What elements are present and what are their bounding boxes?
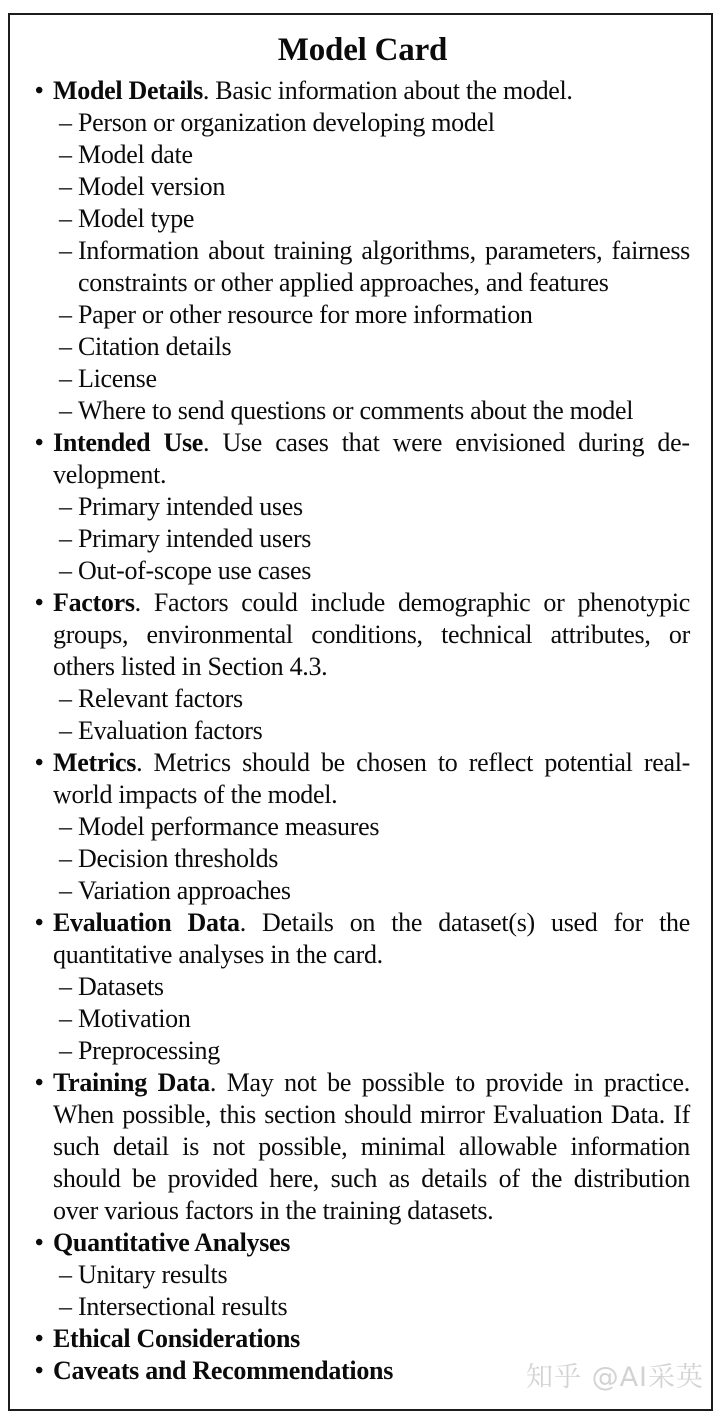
- section-heading: Caveats and Recommendations: [53, 1356, 394, 1385]
- section-heading: Ethical Considerations: [53, 1324, 300, 1353]
- subitem: [59, 715, 690, 747]
- section-description: . Basic information about the model.: [202, 76, 573, 105]
- dash-icon: –: [59, 1004, 72, 1033]
- section-subitems: [59, 683, 690, 747]
- dash-icon: –: [59, 876, 72, 905]
- bullet-icon: •: [35, 430, 44, 456]
- subitem: [59, 395, 690, 427]
- subitem-label: Model version: [78, 172, 226, 201]
- subitem-label: Person or organization developing model: [78, 108, 495, 137]
- dash-icon: –: [59, 236, 72, 265]
- subitem-label: Decision thresholds: [78, 844, 279, 873]
- section-text: [53, 1067, 690, 1227]
- subitem-label: Unitary results: [78, 1260, 228, 1289]
- subitem-label: Relevant factors: [78, 684, 243, 713]
- section-text: [53, 587, 690, 747]
- subitem-label: License: [78, 364, 157, 393]
- subitem: [59, 875, 690, 907]
- section-text: [53, 747, 690, 907]
- section-description: . Metrics should be chosen to reflect potential real-world impacts of the model.: [53, 748, 690, 809]
- subitem: [59, 299, 690, 331]
- subitem: [59, 843, 690, 875]
- dash-icon: –: [59, 812, 72, 841]
- subitem-label: Motivation: [78, 1004, 191, 1033]
- subitem: [59, 331, 690, 363]
- dash-icon: –: [59, 972, 72, 1001]
- subitem: [59, 683, 690, 715]
- section-item: [35, 1067, 690, 1227]
- subitem: [59, 971, 690, 1003]
- subitem: [59, 203, 690, 235]
- subitem-label: Information about training algorithms, parameters, fairness constraints or other applied approaches, and features: [78, 236, 690, 297]
- dash-icon: –: [59, 1036, 72, 1065]
- bullet-icon: •: [35, 590, 44, 616]
- bullet-icon: •: [35, 910, 44, 936]
- subitem: [59, 1035, 690, 1067]
- subitem: [59, 139, 690, 171]
- section-heading: Intended Use: [53, 428, 204, 457]
- section-item: [35, 427, 690, 587]
- section-item: [35, 587, 690, 747]
- bullet-icon: •: [35, 78, 44, 104]
- section-text: [53, 75, 690, 427]
- dash-icon: –: [59, 396, 72, 425]
- section-heading: Factors: [53, 588, 135, 617]
- dash-icon: –: [59, 300, 72, 329]
- section-text: [53, 1227, 690, 1323]
- subitem: [59, 1259, 690, 1291]
- section-subitems: [59, 1259, 690, 1323]
- bullet-icon: •: [35, 750, 44, 776]
- bullet-icon: •: [35, 1070, 44, 1096]
- section-text: [53, 1323, 690, 1355]
- bullet-icon: •: [35, 1326, 44, 1352]
- subitem-label: Intersectional results: [78, 1292, 288, 1321]
- subitem-label: Evaluation factors: [78, 716, 263, 745]
- dash-icon: –: [59, 172, 72, 201]
- subitem: [59, 1003, 690, 1035]
- subitem-label: Datasets: [78, 972, 164, 1001]
- subitem: [59, 1291, 690, 1323]
- dash-icon: –: [59, 204, 72, 233]
- model-card: [8, 13, 713, 1411]
- section-subitems: [59, 107, 690, 427]
- section-description: . Use cases that were envisioned during development.: [53, 428, 691, 489]
- dash-icon: –: [59, 844, 72, 873]
- section-heading: Evaluation Data: [53, 908, 240, 937]
- section-text: [53, 907, 690, 1067]
- section-item: [35, 75, 690, 427]
- watermark: 知乎 @AI采英: [525, 1362, 704, 1393]
- subitem: [59, 363, 690, 395]
- section-description: . Details on the dataset(s) used for the quantitative analyses in the card.: [53, 908, 690, 969]
- dash-icon: –: [59, 140, 72, 169]
- dash-icon: –: [59, 1260, 72, 1289]
- subitem-label: Model performance measures: [78, 812, 380, 841]
- subitem-label: Out-of-scope use cases: [78, 556, 312, 585]
- section-description: . May not be possible to provide in practice. When possible, this section should mirror Evaluation Data. If such detail is not possible, minimal allowable information should be provided here, such as details of the distribution over various factors in the training datasets.: [53, 1068, 690, 1225]
- section-heading: Model Details: [53, 76, 203, 105]
- subitem: [59, 523, 690, 555]
- section-text: [53, 427, 690, 587]
- dash-icon: –: [59, 108, 72, 137]
- section-item: [35, 907, 690, 1067]
- bullet-icon: •: [35, 1230, 44, 1256]
- section-heading: Training Data: [53, 1068, 210, 1097]
- section-heading: Metrics: [53, 748, 137, 777]
- section-subitems: [59, 811, 690, 907]
- dash-icon: –: [59, 492, 72, 521]
- section-subitems: [59, 491, 690, 587]
- subitem: [59, 107, 690, 139]
- subitem-label: Model date: [78, 140, 193, 169]
- subitem: [59, 235, 690, 299]
- subitem-label: Citation details: [78, 332, 232, 361]
- dash-icon: –: [59, 716, 72, 745]
- dash-icon: –: [59, 556, 72, 585]
- section-item: [35, 1227, 690, 1323]
- subitem-label: Paper or other resource for more information: [78, 300, 533, 329]
- section-heading: Quantitative Analyses: [53, 1228, 291, 1257]
- subitem-label: Primary intended uses: [78, 492, 303, 521]
- subitem-label: Variation approaches: [78, 876, 291, 905]
- section-item: [35, 747, 690, 907]
- subitem-label: Preprocessing: [78, 1036, 220, 1065]
- card-sections: [35, 75, 690, 1387]
- section-description: . Factors could include demographic or phenotypic groups, environmental conditions, technical attributes, or others listed in Section 4.3.: [53, 588, 690, 681]
- dash-icon: –: [59, 524, 72, 553]
- subitem: [59, 491, 690, 523]
- subitem: [59, 555, 690, 587]
- bullet-icon: •: [35, 1358, 44, 1384]
- subitem-label: Where to send questions or comments about the model: [78, 396, 634, 425]
- subitem: [59, 811, 690, 843]
- subitem-label: Primary intended users: [78, 524, 312, 553]
- section-item: [35, 1323, 690, 1355]
- section-subitems: [59, 971, 690, 1067]
- card-title: Model Card: [277, 32, 448, 68]
- dash-icon: –: [59, 364, 72, 393]
- subitem: [59, 171, 690, 203]
- dash-icon: –: [59, 332, 72, 361]
- dash-icon: –: [59, 684, 72, 713]
- subitem-label: Model type: [78, 204, 195, 233]
- dash-icon: –: [59, 1292, 72, 1321]
